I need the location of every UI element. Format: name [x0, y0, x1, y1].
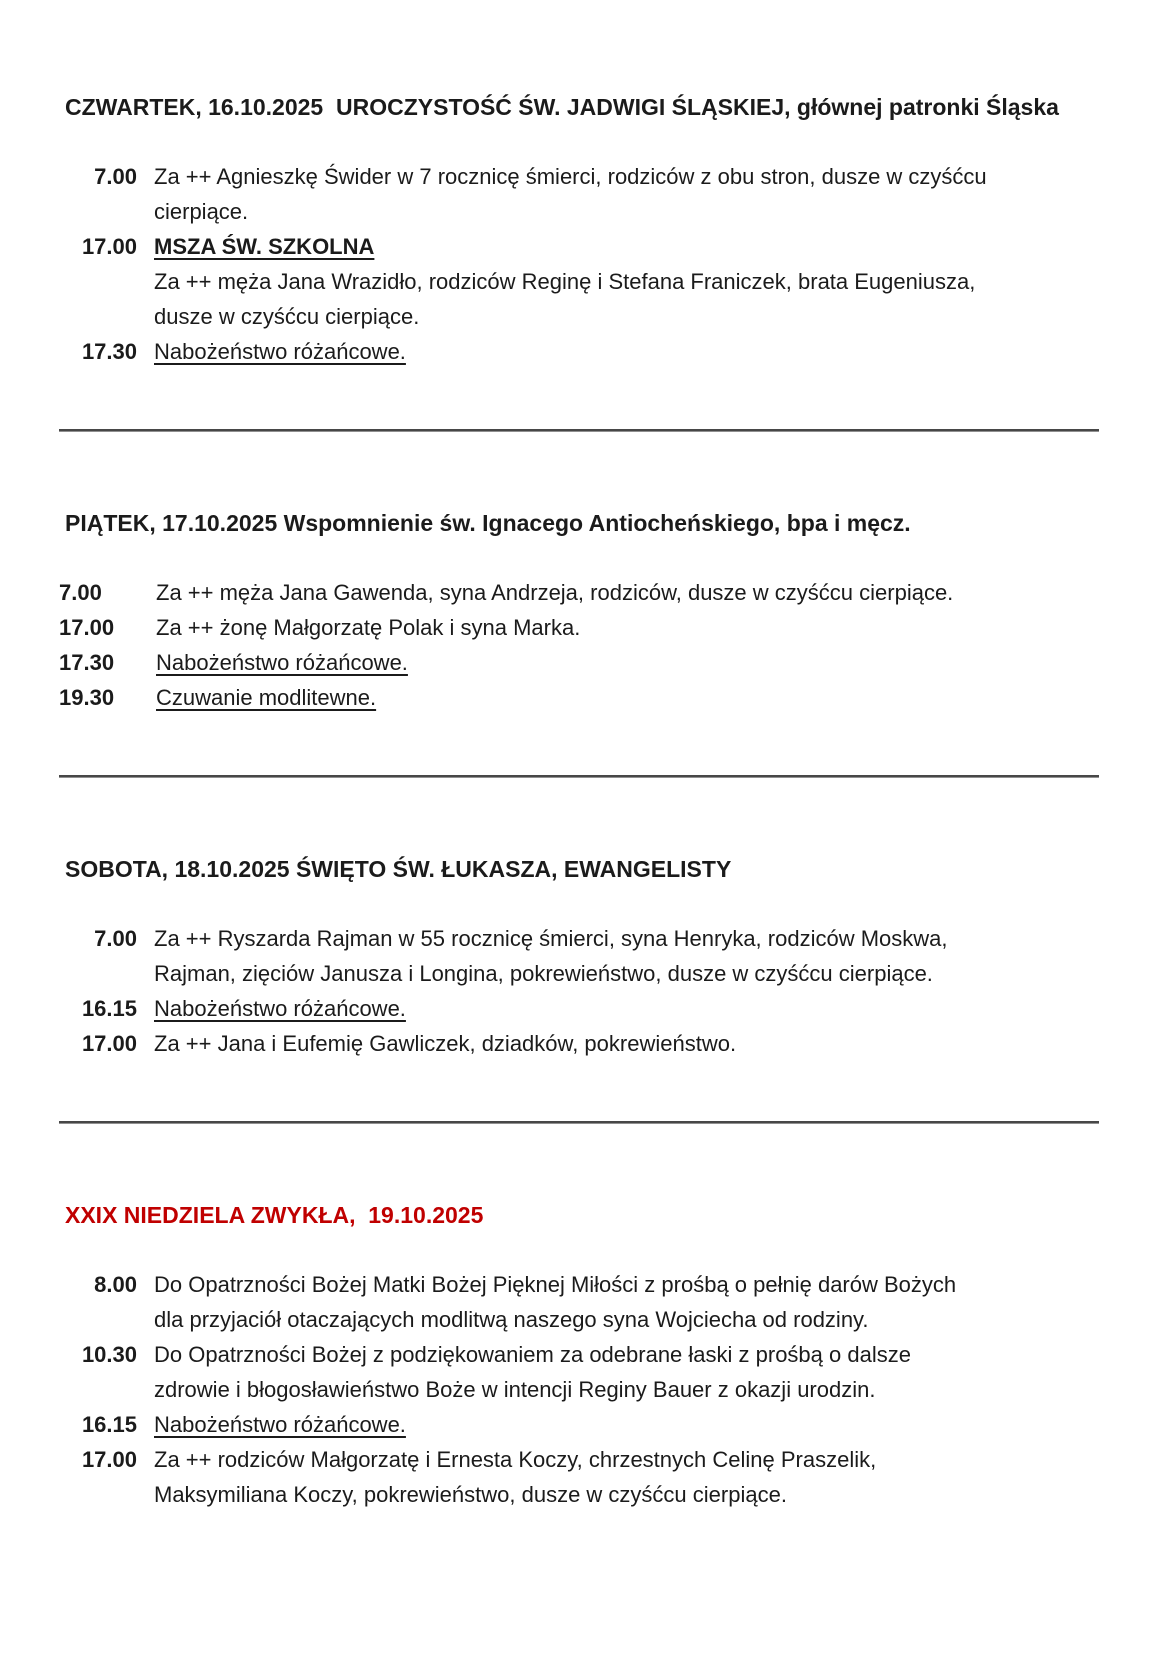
- mass-entry: [57, 680, 1109, 715]
- entry-time: 17.00: [81, 234, 137, 259]
- entry-line: Za ++ rodziców Małgorzatę i Ernesta Koczy, chrzestnych Celinę Praszelik,: [154, 1447, 877, 1472]
- section-divider: [59, 429, 1099, 432]
- entry-text: [154, 1026, 736, 1061]
- entry-text: [156, 575, 953, 610]
- entry-text: [156, 610, 580, 645]
- day-section: [57, 1198, 1109, 1512]
- entry-line: Za ++ Jana i Eufemię Gawliczek, dziadków, pokrewieństwo.: [154, 1031, 737, 1056]
- sections-container: [57, 90, 1109, 1512]
- entry-line: Rajman, zięciów Janusza i Longina, pokrewieństwo, dusze w czyśćcu cierpiące.: [154, 961, 933, 986]
- entry-text: [154, 1337, 911, 1407]
- mass-entry: [57, 610, 1109, 645]
- entry-line: Maksymiliana Koczy, pokrewieństwo, dusze w czyśćcu cierpiące.: [154, 1482, 787, 1507]
- entry-text: [156, 645, 408, 680]
- day-heading: XXIX NIEDZIELA ZWYKŁA, 19.10.2025: [65, 1202, 484, 1228]
- entry-line: MSZA ŚW. SZKOLNA: [154, 234, 375, 259]
- entry-line: cierpiące.: [154, 199, 249, 224]
- entry-text: [154, 229, 975, 334]
- day-section: [57, 90, 1109, 369]
- mass-entry: [57, 921, 1109, 991]
- entry-time: 17.00: [81, 1447, 137, 1472]
- mass-entry: [57, 159, 1109, 229]
- entry-text: [154, 921, 948, 991]
- mass-entry: [57, 1267, 1109, 1337]
- entry-line: Za ++ Agnieszkę Świder w 7 rocznicę śmierci, rodziców z obu stron, dusze w czyśćcu: [154, 164, 987, 189]
- entry-line: Nabożeństwo różańcowe.: [154, 996, 406, 1021]
- entry-line: Do Opatrzności Bożej Matki Bożej Pięknej Miłości z prośbą o pełnię darów Bożych: [154, 1272, 957, 1297]
- day-section: [57, 506, 1109, 715]
- entry-time: 16.15: [81, 996, 137, 1021]
- entry-line: zdrowie i błogosławieństwo Boże w intencji Reginy Bauer z okazji urodzin.: [154, 1377, 876, 1402]
- entry-time: 7.00: [94, 164, 137, 189]
- entry-line: Za ++ męża Jana Gawenda, syna Andrzeja, rodziców, dusze w czyśćcu cierpiące.: [156, 580, 954, 605]
- entry-text: [154, 991, 406, 1026]
- entry-time: 16.15: [81, 1412, 137, 1437]
- entry-line: Za ++ Ryszarda Rajman w 55 rocznicę śmierci, syna Henryka, rodziców Moskwa,: [154, 926, 948, 951]
- entry-time: 7.00: [94, 926, 137, 951]
- entry-line: Nabożeństwo różańcowe.: [156, 650, 408, 675]
- entry-text: [156, 680, 376, 715]
- entry-time: 7.00: [59, 580, 102, 605]
- section-divider: [59, 775, 1099, 778]
- entry-time: 17.30: [81, 339, 137, 364]
- entry-line: Czuwanie modlitewne.: [156, 685, 377, 710]
- entry-line: Nabożeństwo różańcowe.: [154, 1412, 406, 1437]
- entry-time: 17.30: [59, 650, 115, 675]
- entry-time: 10.30: [81, 1342, 137, 1367]
- entry-line: Za ++ żonę Małgorzatę Polak i syna Marka.: [156, 615, 581, 640]
- day-section: [57, 852, 1109, 1061]
- section-divider: [59, 1121, 1099, 1124]
- mass-entry: [57, 1337, 1109, 1407]
- mass-entry: [57, 575, 1109, 610]
- day-heading: CZWARTEK, 16.10.2025 UROCZYSTOŚĆ ŚW. JADWIGI ŚLĄSKIEJ, głównej patronki Śląska: [65, 94, 1059, 120]
- entry-time: 8.00: [94, 1272, 137, 1297]
- day-heading: PIĄTEK, 17.10.2025 Wspomnienie św. Ignacego Antiocheńskiego, bpa i męcz.: [65, 510, 911, 536]
- entry-text: [154, 1267, 956, 1337]
- mass-entry: [57, 645, 1109, 680]
- entry-time: 17.00: [59, 615, 115, 640]
- entry-text: [154, 1407, 406, 1442]
- day-heading: SOBOTA, 18.10.2025 ŚWIĘTO ŚW. ŁUKASZA, EWANGELISTY: [65, 856, 732, 882]
- mass-entry: [57, 1442, 1109, 1512]
- entry-line: dla przyjaciół otaczających modlitwą naszego syna Wojciecha od rodziny.: [154, 1307, 869, 1332]
- mass-entry: [57, 229, 1109, 334]
- entry-line: Do Opatrzności Bożej z podziękowaniem za odebrane łaski z prośbą o dalsze: [154, 1342, 911, 1367]
- entry-text: [154, 1442, 876, 1512]
- mass-entry: [57, 334, 1109, 369]
- entry-text: [154, 159, 987, 229]
- mass-entry: [57, 1026, 1109, 1061]
- entry-line: Nabożeństwo różańcowe.: [154, 339, 406, 364]
- entry-text: [154, 334, 406, 369]
- entry-line: Za ++ męża Jana Wrazidło, rodziców Reginę i Stefana Franiczek, brata Eugeniusza,: [154, 269, 976, 294]
- entry-line: dusze w czyśćcu cierpiące.: [154, 304, 420, 329]
- mass-entry: [57, 991, 1109, 1026]
- mass-entry: [57, 1407, 1109, 1442]
- entry-time: 19.30: [59, 685, 115, 710]
- entry-time: 17.00: [81, 1031, 137, 1056]
